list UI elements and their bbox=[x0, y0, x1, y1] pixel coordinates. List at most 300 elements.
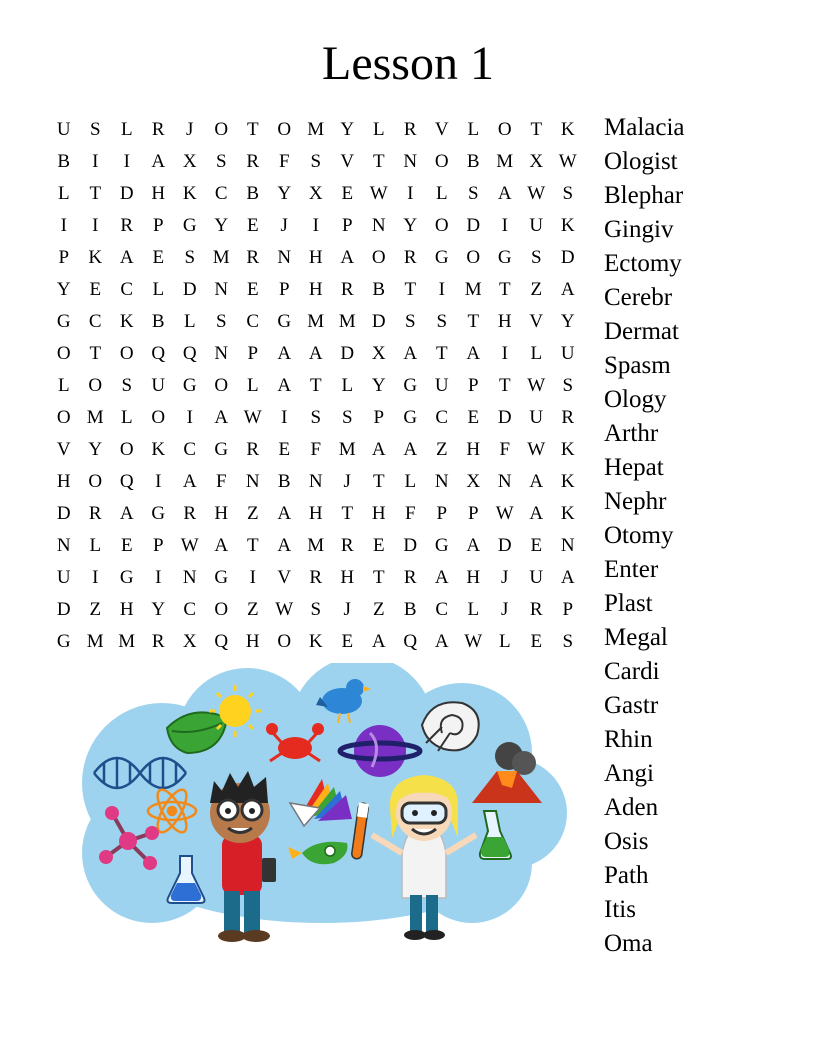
grid-cell[interactable]: R bbox=[403, 119, 417, 140]
grid-cell[interactable]: R bbox=[403, 247, 417, 268]
grid-cell[interactable]: I bbox=[92, 151, 99, 172]
grid-cell[interactable]: K bbox=[88, 247, 103, 268]
grid-cell[interactable]: L bbox=[530, 343, 543, 364]
grid-cell[interactable]: M bbox=[86, 631, 104, 652]
grid-cell[interactable]: M bbox=[338, 311, 356, 332]
grid-cell[interactable]: K bbox=[119, 311, 134, 332]
grid-cell[interactable]: T bbox=[341, 503, 354, 524]
grid-cell[interactable]: W bbox=[369, 183, 388, 204]
grid-cell[interactable]: K bbox=[560, 215, 575, 236]
grid-cell[interactable]: X bbox=[371, 343, 386, 364]
word-list-item: Spasm bbox=[604, 352, 671, 379]
grid-cell[interactable]: E bbox=[152, 247, 165, 268]
grid-cell[interactable]: A bbox=[371, 439, 386, 460]
grid-cell[interactable]: O bbox=[88, 471, 103, 492]
grid-cell[interactable]: F bbox=[499, 439, 511, 460]
grid-cell[interactable]: I bbox=[438, 279, 445, 300]
grid-cell[interactable]: P bbox=[278, 279, 290, 300]
grid-cell[interactable]: Y bbox=[560, 311, 575, 332]
grid-cell[interactable]: K bbox=[560, 439, 575, 460]
grid-cell[interactable]: B bbox=[151, 311, 165, 332]
grid-cell[interactable]: A bbox=[182, 471, 197, 492]
grid-cell[interactable]: R bbox=[403, 567, 417, 588]
grid-cell[interactable]: Y bbox=[56, 279, 71, 300]
grid-cell[interactable]: D bbox=[466, 215, 481, 236]
grid-cell[interactable]: T bbox=[435, 343, 448, 364]
grid-cell[interactable]: D bbox=[56, 599, 71, 620]
grid-cell[interactable]: U bbox=[560, 343, 575, 364]
grid-cell[interactable]: P bbox=[562, 599, 574, 620]
grid-cell[interactable]: I bbox=[312, 215, 319, 236]
grid-cell[interactable]: L bbox=[152, 279, 165, 300]
grid-cell[interactable]: W bbox=[558, 151, 577, 172]
grid-cell[interactable]: E bbox=[246, 279, 259, 300]
grid-cell[interactable]: W bbox=[495, 503, 514, 524]
grid-cell[interactable]: J bbox=[343, 599, 351, 620]
grid-cell[interactable]: P bbox=[436, 503, 448, 524]
grid-cell[interactable]: P bbox=[58, 247, 70, 268]
grid-cell[interactable]: I bbox=[501, 343, 508, 364]
grid-cell[interactable]: G bbox=[434, 535, 449, 556]
grid-cell[interactable]: S bbox=[341, 407, 353, 428]
grid-cell[interactable]: J bbox=[186, 119, 194, 140]
word-list-item: Cardi bbox=[604, 658, 660, 685]
grid-cell[interactable]: C bbox=[120, 279, 134, 300]
grid-cell[interactable]: I bbox=[155, 567, 162, 588]
grid-cell[interactable]: M bbox=[338, 439, 356, 460]
grid-cell[interactable]: T bbox=[89, 183, 102, 204]
grid-cell[interactable]: E bbox=[278, 439, 291, 460]
grid-cell[interactable]: S bbox=[215, 311, 227, 332]
grid-cell[interactable]: H bbox=[466, 439, 481, 460]
grid-cell[interactable]: N bbox=[497, 471, 512, 492]
grid-cell[interactable]: Y bbox=[277, 183, 292, 204]
grid-cell[interactable]: Q bbox=[403, 631, 418, 652]
grid-cell[interactable]: K bbox=[560, 119, 575, 140]
grid-cell[interactable]: L bbox=[246, 375, 259, 396]
grid-cell[interactable]: N bbox=[371, 215, 386, 236]
grid-cell[interactable]: L bbox=[120, 407, 133, 428]
grid-cell[interactable]: O bbox=[214, 599, 229, 620]
grid-cell[interactable]: A bbox=[466, 343, 481, 364]
grid-cell[interactable]: T bbox=[246, 119, 259, 140]
grid-cell[interactable]: K bbox=[182, 183, 197, 204]
grid-cell[interactable]: Y bbox=[151, 599, 166, 620]
grid-cell[interactable]: A bbox=[277, 503, 292, 524]
grid-cell[interactable]: A bbox=[214, 407, 229, 428]
grid-cell[interactable]: H bbox=[466, 567, 481, 588]
grid-cell[interactable]: S bbox=[436, 311, 448, 332]
grid-cell[interactable]: T bbox=[467, 311, 480, 332]
grid-cell[interactable]: U bbox=[56, 567, 71, 588]
grid-cell[interactable]: R bbox=[309, 567, 323, 588]
grid-cell[interactable]: S bbox=[310, 599, 322, 620]
grid-cell[interactable]: N bbox=[56, 535, 71, 556]
grid-cell[interactable]: H bbox=[56, 471, 71, 492]
grid-cell[interactable]: T bbox=[498, 279, 511, 300]
grid-cell[interactable]: U bbox=[529, 407, 544, 428]
grid-cell[interactable]: T bbox=[372, 151, 385, 172]
grid-cell[interactable]: X bbox=[182, 151, 197, 172]
grid-cell[interactable]: G bbox=[403, 375, 418, 396]
grid-cell[interactable]: H bbox=[119, 599, 134, 620]
grid-cell[interactable]: O bbox=[277, 119, 292, 140]
grid-cell[interactable]: T bbox=[404, 279, 417, 300]
grid-cell[interactable]: L bbox=[372, 119, 385, 140]
grid-cell[interactable]: G bbox=[182, 215, 197, 236]
grid-cell[interactable]: V bbox=[56, 439, 71, 460]
grid-cell[interactable]: S bbox=[530, 247, 542, 268]
grid-cell[interactable]: K bbox=[308, 631, 323, 652]
grid-cell[interactable]: A bbox=[277, 375, 292, 396]
grid-cell[interactable]: C bbox=[88, 311, 102, 332]
grid-cell[interactable]: R bbox=[340, 535, 354, 556]
grid-cell[interactable]: Q bbox=[119, 471, 134, 492]
grid-cell[interactable]: A bbox=[371, 631, 386, 652]
grid-cell[interactable]: A bbox=[560, 279, 575, 300]
word-list-item: Malacia bbox=[604, 114, 685, 141]
grid-cell[interactable]: L bbox=[120, 119, 133, 140]
grid-cell[interactable]: M bbox=[307, 535, 325, 556]
grid-cell[interactable]: Y bbox=[340, 119, 355, 140]
grid-cell[interactable]: T bbox=[309, 375, 322, 396]
grid-cell[interactable]: G bbox=[56, 311, 71, 332]
word-list-item: Megal bbox=[604, 624, 668, 651]
grid-cell[interactable]: O bbox=[434, 215, 449, 236]
grid-cell[interactable]: O bbox=[434, 151, 449, 172]
grid-cell[interactable]: I bbox=[186, 407, 193, 428]
grid-cell[interactable]: G bbox=[434, 247, 449, 268]
grid-cell[interactable]: S bbox=[310, 151, 322, 172]
grid-cell[interactable]: P bbox=[467, 375, 479, 396]
grid-cell[interactable]: U bbox=[529, 567, 544, 588]
grid-cell[interactable]: U bbox=[529, 215, 544, 236]
grid-cell[interactable]: E bbox=[467, 407, 480, 428]
grid-cell[interactable]: N bbox=[214, 279, 229, 300]
word-list-item: Dermat bbox=[604, 318, 679, 345]
grid-cell[interactable]: T bbox=[372, 471, 385, 492]
grid-cell[interactable]: S bbox=[467, 183, 479, 204]
grid-cell[interactable]: G bbox=[277, 311, 292, 332]
grid-cell[interactable]: V bbox=[340, 151, 355, 172]
grid-cell[interactable]: R bbox=[561, 407, 575, 428]
grid-cell[interactable]: N bbox=[560, 535, 575, 556]
grid-cell[interactable]: R bbox=[340, 279, 354, 300]
grid-cell[interactable]: B bbox=[403, 599, 417, 620]
grid-cell[interactable]: B bbox=[277, 471, 291, 492]
grid-cell[interactable]: H bbox=[340, 567, 355, 588]
grid-cell[interactable]: L bbox=[89, 535, 102, 556]
grid-cell[interactable]: Z bbox=[530, 279, 543, 300]
grid-cell[interactable]: P bbox=[373, 407, 385, 428]
grid-cell[interactable]: N bbox=[245, 471, 260, 492]
grid-cell[interactable]: G bbox=[214, 567, 229, 588]
grid-cell[interactable]: O bbox=[371, 247, 386, 268]
grid-cell[interactable]: Z bbox=[89, 599, 102, 620]
grid-cell[interactable]: Y bbox=[371, 375, 386, 396]
grid-cell[interactable]: A bbox=[119, 247, 134, 268]
grid-cell[interactable]: B bbox=[246, 183, 260, 204]
grid-cell[interactable]: R bbox=[529, 599, 543, 620]
grid-cell[interactable]: Z bbox=[246, 503, 259, 524]
grid-cell[interactable]: S bbox=[562, 183, 574, 204]
grid-cell[interactable]: Z bbox=[246, 599, 259, 620]
grid-cell[interactable]: O bbox=[119, 439, 134, 460]
grid-cell[interactable]: A bbox=[434, 631, 449, 652]
grid-cell[interactable]: O bbox=[277, 631, 292, 652]
grid-cell[interactable]: O bbox=[466, 247, 481, 268]
grid-cell[interactable]: Y bbox=[214, 215, 229, 236]
grid-cell[interactable]: H bbox=[371, 503, 386, 524]
grid-cell[interactable]: I bbox=[407, 183, 414, 204]
grid-cell[interactable]: L bbox=[57, 375, 70, 396]
grid-cell[interactable]: I bbox=[92, 567, 99, 588]
grid-cell[interactable]: Y bbox=[403, 215, 418, 236]
grid-cell[interactable]: G bbox=[214, 439, 229, 460]
grid-cell[interactable]: W bbox=[527, 183, 546, 204]
grid-cell[interactable]: M bbox=[496, 151, 514, 172]
grid-cell[interactable]: M bbox=[212, 247, 230, 268]
grid-cell[interactable]: E bbox=[341, 183, 354, 204]
grid-cell[interactable]: D bbox=[340, 343, 355, 364]
grid-cell[interactable]: T bbox=[372, 567, 385, 588]
grid-cell[interactable]: R bbox=[246, 439, 260, 460]
grid-cell[interactable]: A bbox=[466, 535, 481, 556]
grid-cell[interactable]: Q bbox=[151, 343, 166, 364]
grid-cell[interactable]: E bbox=[246, 215, 259, 236]
grid-cell[interactable]: C bbox=[214, 183, 228, 204]
grid-cell[interactable]: C bbox=[183, 439, 197, 460]
word-list-item: Cerebr bbox=[604, 284, 673, 311]
grid-cell[interactable]: T bbox=[89, 343, 102, 364]
grid-cell[interactable]: A bbox=[529, 503, 544, 524]
grid-cell[interactable]: A bbox=[308, 343, 323, 364]
grid-cell[interactable]: Q bbox=[214, 631, 229, 652]
grid-cell[interactable]: T bbox=[530, 119, 543, 140]
grid-cell[interactable]: E bbox=[530, 631, 543, 652]
grid-cell[interactable]: N bbox=[434, 471, 449, 492]
grid-cell[interactable]: Z bbox=[372, 599, 385, 620]
grid-cell[interactable]: J bbox=[501, 599, 509, 620]
grid-cell[interactable]: S bbox=[121, 375, 133, 396]
grid-cell[interactable]: L bbox=[404, 471, 417, 492]
grid-cell[interactable]: F bbox=[404, 503, 416, 524]
grid-cell[interactable]: M bbox=[464, 279, 482, 300]
grid-cell[interactable]: I bbox=[155, 471, 162, 492]
grid-cell[interactable]: Y bbox=[88, 439, 103, 460]
grid-cell[interactable]: N bbox=[277, 247, 292, 268]
grid-cell[interactable]: I bbox=[249, 567, 256, 588]
grid-cell[interactable]: O bbox=[214, 119, 229, 140]
grid-cell[interactable]: E bbox=[341, 631, 354, 652]
science-kids-illustration bbox=[72, 663, 572, 955]
grid-cell[interactable]: A bbox=[340, 247, 355, 268]
grid-cell[interactable]: I bbox=[92, 215, 99, 236]
grid-cell[interactable]: K bbox=[560, 503, 575, 524]
grid-cell[interactable]: L bbox=[435, 183, 448, 204]
grid-cell[interactable]: Z bbox=[435, 439, 448, 460]
grid-cell[interactable]: N bbox=[308, 471, 323, 492]
grid-cell[interactable]: O bbox=[56, 343, 71, 364]
grid-cell[interactable]: K bbox=[151, 439, 166, 460]
grid-cell[interactable]: A bbox=[403, 343, 418, 364]
grid-cell[interactable]: V bbox=[277, 567, 292, 588]
grid-cell[interactable]: U bbox=[151, 375, 166, 396]
grid-cell[interactable]: G bbox=[119, 567, 134, 588]
grid-cell[interactable]: D bbox=[560, 247, 575, 268]
grid-cell[interactable]: L bbox=[183, 311, 196, 332]
grid-cell[interactable]: R bbox=[120, 215, 134, 236]
grid-cell[interactable]: A bbox=[497, 183, 512, 204]
grid-cell[interactable]: W bbox=[180, 535, 199, 556]
grid-cell[interactable]: A bbox=[151, 151, 166, 172]
grid-cell[interactable]: U bbox=[434, 375, 449, 396]
grid-cell[interactable]: W bbox=[527, 439, 546, 460]
grid-cell[interactable]: B bbox=[372, 279, 386, 300]
grid-cell[interactable]: M bbox=[307, 119, 325, 140]
grid-cell[interactable]: J bbox=[280, 215, 288, 236]
grid-cell[interactable]: W bbox=[464, 631, 483, 652]
grid-cell[interactable]: P bbox=[247, 343, 259, 364]
word-list bbox=[604, 111, 685, 961]
grid-cell[interactable]: I bbox=[123, 151, 130, 172]
grid-cell[interactable]: V bbox=[529, 311, 544, 332]
grid-cell[interactable]: N bbox=[403, 151, 418, 172]
grid-cell[interactable]: D bbox=[497, 535, 512, 556]
grid-cell[interactable]: H bbox=[151, 183, 166, 204]
grid-cell[interactable]: K bbox=[560, 471, 575, 492]
grid-cell[interactable]: O bbox=[119, 343, 134, 364]
grid-cell[interactable]: X bbox=[529, 151, 544, 172]
grid-cell[interactable]: L bbox=[498, 631, 511, 652]
grid-cell[interactable]: G bbox=[56, 631, 71, 652]
grid-cell[interactable]: F bbox=[278, 151, 290, 172]
grid-cell[interactable]: S bbox=[184, 247, 196, 268]
grid-cell[interactable]: W bbox=[527, 375, 546, 396]
grid-cell[interactable]: N bbox=[182, 567, 197, 588]
grid-cell[interactable]: W bbox=[275, 599, 294, 620]
grid-cell[interactable]: H bbox=[308, 279, 323, 300]
grid-cell[interactable]: H bbox=[245, 631, 260, 652]
grid-cell[interactable]: R bbox=[88, 503, 102, 524]
grid-cell[interactable]: G bbox=[403, 407, 418, 428]
word-list-item: Osis bbox=[604, 828, 649, 855]
grid-cell[interactable]: O bbox=[214, 375, 229, 396]
grid-cell[interactable]: R bbox=[151, 119, 165, 140]
grid-cell[interactable]: T bbox=[246, 535, 259, 556]
grid-cell[interactable]: E bbox=[372, 535, 385, 556]
grid-cell[interactable]: D bbox=[119, 183, 134, 204]
grid-cell[interactable]: C bbox=[435, 599, 449, 620]
grid-cell[interactable]: O bbox=[151, 407, 166, 428]
grid-cell[interactable]: O bbox=[88, 375, 103, 396]
grid-cell[interactable]: T bbox=[498, 375, 511, 396]
grid-cell[interactable]: L bbox=[467, 119, 480, 140]
grid-cell[interactable]: P bbox=[152, 215, 164, 236]
grid-cell[interactable]: S bbox=[404, 311, 416, 332]
grid-cell[interactable]: R bbox=[246, 247, 260, 268]
grid-cell[interactable]: R bbox=[183, 503, 197, 524]
grid-cell[interactable]: L bbox=[467, 599, 480, 620]
grid-cell[interactable]: A bbox=[119, 503, 134, 524]
grid-cell[interactable]: A bbox=[277, 343, 292, 364]
grid-cell[interactable]: D bbox=[497, 407, 512, 428]
grid-cell[interactable]: I bbox=[60, 215, 67, 236]
grid-cell[interactable]: S bbox=[310, 407, 322, 428]
grid-cell[interactable]: D bbox=[403, 535, 418, 556]
grid-cell[interactable]: X bbox=[466, 471, 481, 492]
grid-cell[interactable]: A bbox=[403, 439, 418, 460]
grid-cell[interactable]: J bbox=[501, 567, 509, 588]
grid-cell[interactable]: W bbox=[243, 407, 262, 428]
grid-cell[interactable]: H bbox=[308, 503, 323, 524]
grid-cell[interactable]: M bbox=[118, 631, 136, 652]
grid-cell[interactable]: H bbox=[214, 503, 229, 524]
grid-cell[interactable]: C bbox=[183, 599, 197, 620]
grid-cell[interactable]: F bbox=[310, 439, 322, 460]
grid-cell[interactable]: B bbox=[57, 151, 71, 172]
grid-cell[interactable]: A bbox=[560, 567, 575, 588]
grid-cell[interactable]: R bbox=[151, 631, 165, 652]
grid-cell[interactable]: G bbox=[182, 375, 197, 396]
grid-cell[interactable]: F bbox=[215, 471, 227, 492]
grid-cell[interactable]: I bbox=[501, 215, 508, 236]
grid-cell[interactable]: X bbox=[308, 183, 323, 204]
grid-cell[interactable]: P bbox=[467, 503, 479, 524]
grid-cell[interactable]: C bbox=[246, 311, 260, 332]
grid-cell[interactable]: G bbox=[497, 247, 512, 268]
grid-cell[interactable]: A bbox=[214, 535, 229, 556]
word-search-grid[interactable] bbox=[48, 114, 584, 658]
grid-cell[interactable]: S bbox=[215, 151, 227, 172]
grid-cell[interactable]: E bbox=[89, 279, 102, 300]
grid-cell[interactable]: E bbox=[120, 535, 133, 556]
grid-cell[interactable]: E bbox=[530, 535, 543, 556]
grid-cell[interactable]: X bbox=[182, 631, 197, 652]
grid-cell[interactable]: S bbox=[562, 631, 574, 652]
grid-cell[interactable]: N bbox=[214, 343, 229, 364]
grid-cell[interactable]: D bbox=[56, 503, 71, 524]
grid-cell[interactable]: R bbox=[246, 151, 260, 172]
grid-cell[interactable]: H bbox=[308, 247, 323, 268]
grid-cell[interactable]: Q bbox=[182, 343, 197, 364]
grid-cell[interactable]: L bbox=[341, 375, 354, 396]
grid-cell[interactable]: A bbox=[434, 567, 449, 588]
grid-cell[interactable]: D bbox=[371, 311, 386, 332]
grid-cell[interactable]: P bbox=[152, 535, 164, 556]
grid-cell[interactable]: S bbox=[562, 375, 574, 396]
grid-cell[interactable]: H bbox=[497, 311, 512, 332]
grid-cell[interactable]: C bbox=[435, 407, 449, 428]
grid-cell[interactable]: M bbox=[86, 407, 104, 428]
grid-cell[interactable]: J bbox=[343, 471, 351, 492]
grid-cell[interactable]: O bbox=[497, 119, 512, 140]
grid-cell[interactable]: A bbox=[529, 471, 544, 492]
grid-cell[interactable]: P bbox=[341, 215, 353, 236]
grid-cell[interactable]: A bbox=[277, 535, 292, 556]
grid-cell[interactable]: I bbox=[281, 407, 288, 428]
grid-cell[interactable]: B bbox=[466, 151, 480, 172]
word-list-item: Gingiv bbox=[604, 216, 674, 243]
grid-cell[interactable]: S bbox=[89, 119, 101, 140]
grid-cell[interactable]: V bbox=[434, 119, 449, 140]
grid-cell[interactable]: L bbox=[57, 183, 70, 204]
grid-cell[interactable]: D bbox=[182, 279, 197, 300]
grid-cell[interactable]: G bbox=[151, 503, 166, 524]
grid-cell[interactable]: U bbox=[56, 119, 71, 140]
grid-cell[interactable]: M bbox=[307, 311, 325, 332]
grid-cell[interactable]: O bbox=[56, 407, 71, 428]
